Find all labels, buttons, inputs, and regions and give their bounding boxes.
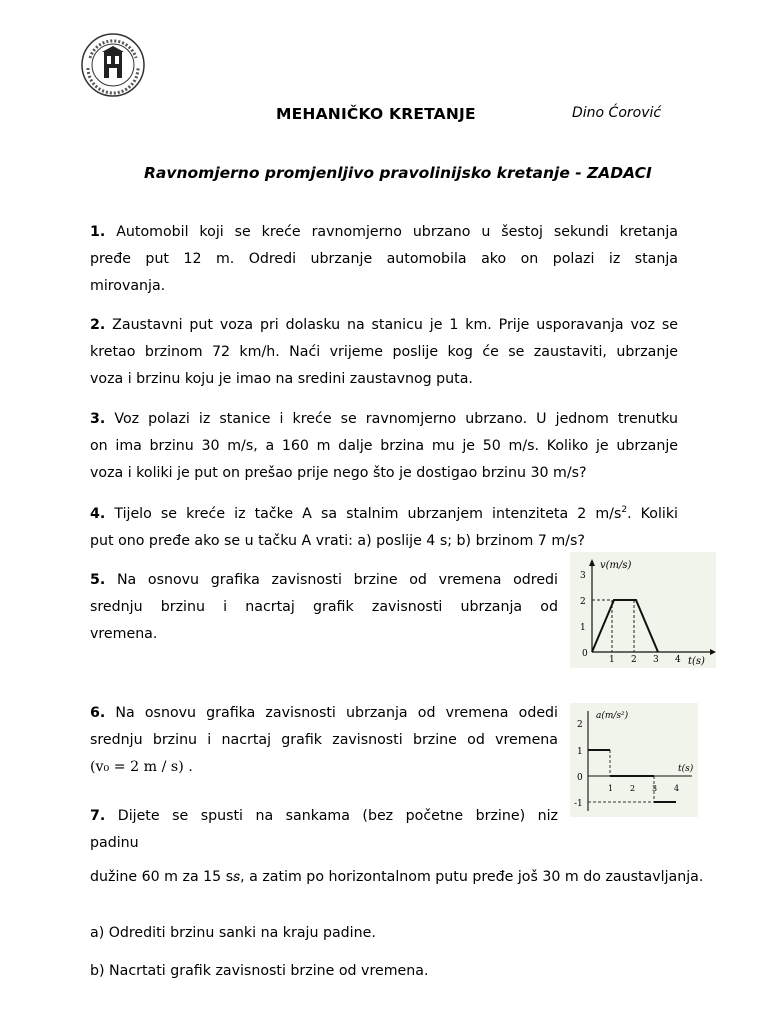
x-tick-label: 2 [630, 784, 636, 793]
problem-number: 7. [90, 808, 106, 824]
x-tick-label: 2 [631, 655, 637, 665]
problem-line: voza i koliki je put on prešao prije nego što je dostigao brzinu 30 m/s? [90, 465, 587, 481]
x-tick-label: 1 [609, 655, 615, 665]
problem-number: 2. [90, 317, 106, 333]
y-tick-label: 0 [582, 649, 588, 659]
problem-line: 7. Dijete se spusti na sankama (bez početne brzine) niz [90, 808, 558, 824]
problem-4 [90, 501, 678, 555]
problem-line: srednju brzinu i nacrtaj grafik zavisnosti ubrzanja od [90, 599, 558, 615]
x-tick-label: 1 [608, 784, 614, 793]
problem-line: 6. Na osnovu grafika zavisnosti ubrzanja od vremena odedi [90, 705, 558, 721]
school-seal-icon [80, 32, 146, 98]
problem-number: 4. [90, 506, 106, 522]
problem-line: pređe put 12 m. Odredi ubrzanje automobila ako on polazi iz stanja [90, 251, 678, 267]
y-axis-label: a(m/s²) [596, 711, 629, 721]
problem-line: 5. Na osnovu grafika zavisnosti brzine od vremena odredi [90, 572, 558, 588]
y-tick-label: 3 [580, 571, 586, 581]
problem-line: 3. Voz polazi iz stanice i kreće se ravnomjerno ubrzano. U jednom trenutku [90, 411, 678, 427]
problem-line: padinu [90, 835, 139, 851]
y-tick-label: 1 [577, 747, 583, 757]
problem-line: vremena. [90, 626, 158, 642]
problem-7-continuation: dužine 60 m za 15 s𝑠, a zatim po horizontalnom putu pređe još 30 m do zaustavljanja. [90, 869, 704, 885]
x-axis-label: t(s) [688, 656, 705, 667]
problem-1 [90, 219, 678, 300]
x-tick-label: 3 [653, 655, 659, 665]
y-axis-arrow [589, 559, 595, 566]
problem-line: put ono pređe ako se u tačku A vrati: a) poslije 4 s; b) brzinom 7 m/s? [90, 533, 585, 549]
problem-number: 6. [90, 705, 106, 721]
problem-line: 2. Zaustavni put voza pri dolasku na stanicu je 1 km. Prije usporavanja voz se [90, 317, 678, 333]
y-tick-label: 2 [577, 720, 583, 730]
problem-2 [90, 312, 678, 393]
problem-line: 4. Tijelo se kreće iz tačke A sa stalnim ubrzanjem intenziteta 2 $m/s^2$. Koliki [90, 505, 678, 522]
problem-line: 1. Automobil koji se kreće ravnomjerno ubrzano u šestoj sekundi kretanja [90, 224, 678, 240]
velocity-time-graph [570, 552, 716, 668]
author-name: Dino Ćorović [572, 105, 662, 121]
problem-6 [90, 700, 558, 781]
problem-line: mirovanja. [90, 278, 166, 294]
page-title: MEHANIČKO KRETANJE [276, 105, 476, 123]
y-tick-label: 0 [577, 773, 583, 783]
problem-line: kretao brzinom 72 km/h. Naći vrijeme poslije kog će se zaustaviti, ubrzanje [90, 344, 678, 360]
x-axis-arrow [710, 649, 716, 655]
problem-number: 5. [90, 572, 106, 588]
problem-3 [90, 406, 678, 487]
problem-7 [90, 803, 558, 857]
y-tick-label: 2 [580, 597, 586, 607]
problem-7-part-a: a) Odrediti brzinu sanki na kraju padine. [90, 925, 376, 941]
problem-7-part-b: b) Nacrtati grafik zavisnosti brzine od vremena. [90, 963, 429, 979]
acceleration-time-graph [570, 703, 698, 817]
initial-velocity-formula: (v₀ = 2 m / s) . [90, 759, 193, 775]
y-tick-label: 1 [580, 623, 586, 633]
problem-number: 3. [90, 411, 106, 427]
problem-5 [90, 567, 558, 648]
velocity-series [592, 600, 658, 652]
problem-line: on ima brzinu 30 m/s, a 160 m dalje brzina mu je 50 m/s. Koliko je ubrzanje [90, 438, 678, 454]
problem-number: 1. [90, 224, 106, 240]
x-tick-label: 4 [675, 655, 681, 665]
y-tick-label: -1 [574, 799, 583, 809]
problem-line: voza i brzinu koju je imao na sredini zaustavnog puta. [90, 371, 473, 387]
page-subtitle: Ravnomjerno promjenljivo pravolinijsko kretanje - ZADACI [144, 164, 652, 182]
x-axis-label: t(s) [678, 764, 694, 774]
y-axis-label: v(m/s) [600, 560, 632, 571]
x-tick-label: 4 [674, 784, 680, 793]
problem-line: srednju brzinu i nacrtaj grafik zavisnosti brzine od vremena [90, 732, 558, 748]
x-tick-label: 3 [652, 784, 658, 793]
